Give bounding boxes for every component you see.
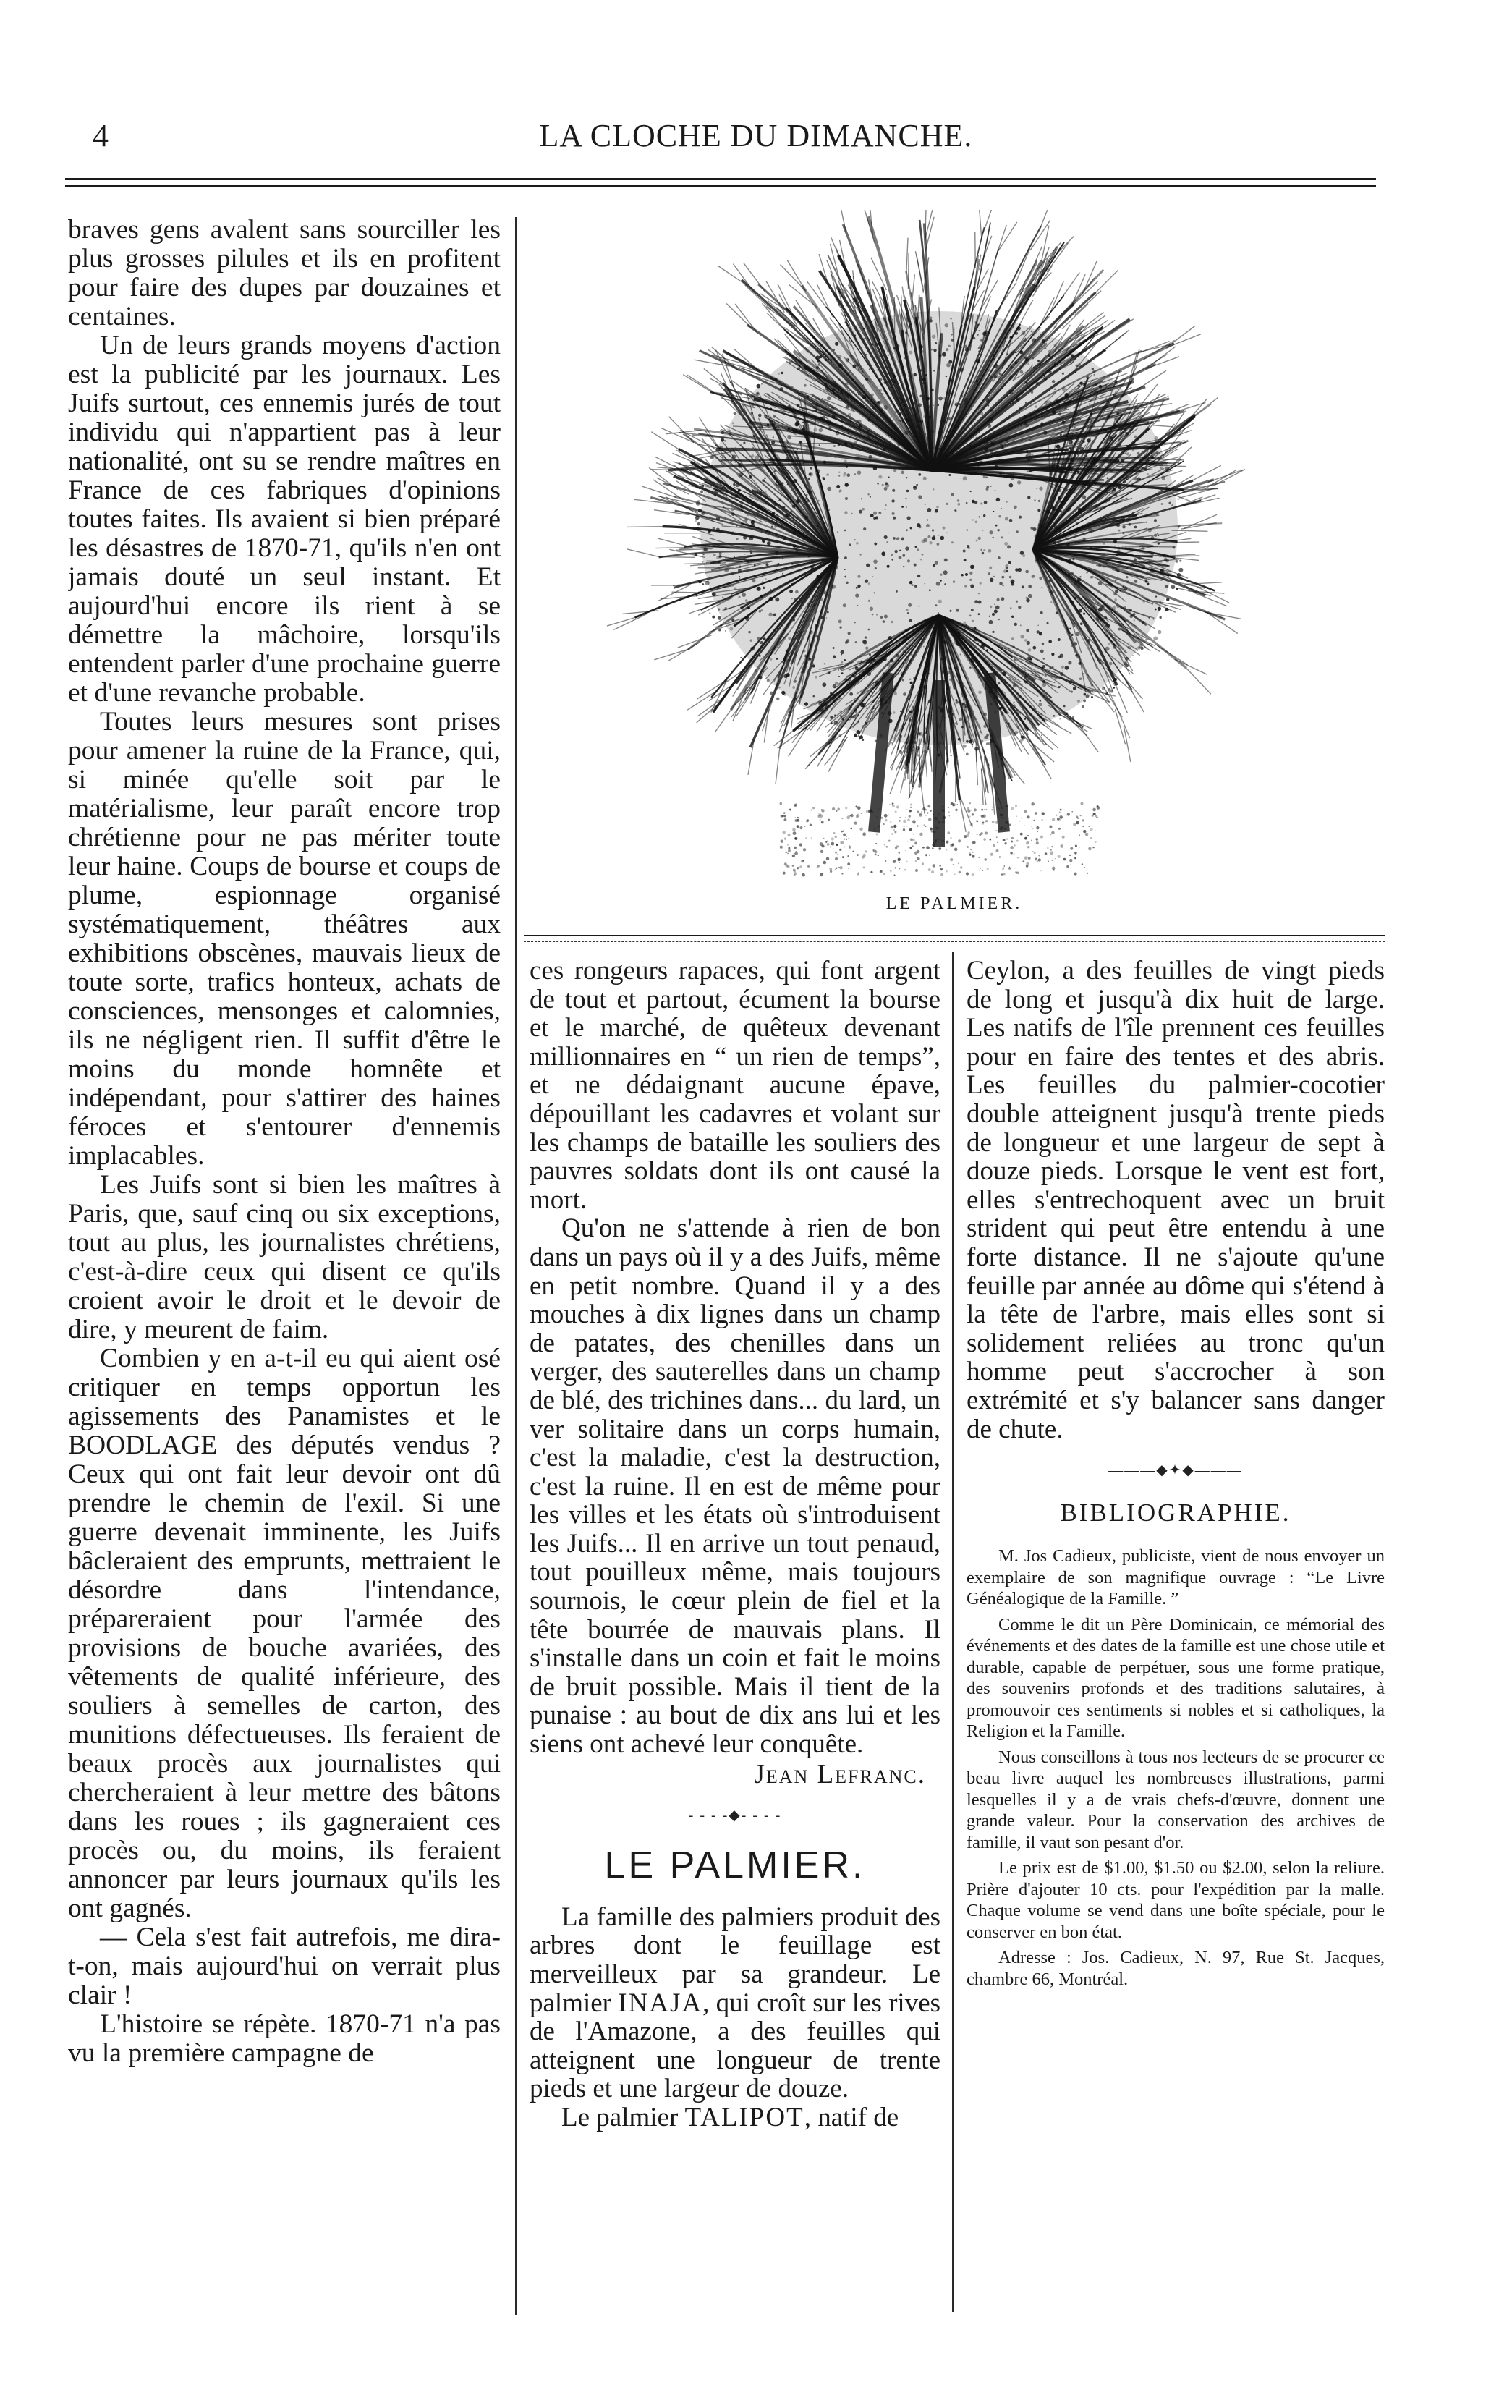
left-column xyxy=(68,216,501,2343)
biblio-paragraph-5: Adresse : Jos. Cadieux, N. 97, Rue St. Jacques, chambre 66, Montréal. xyxy=(967,1948,1385,1989)
biblio-paragraph-1: M. Jos Cadieux, publiciste, vient de nous envoyer un exemplaire de son magnifique ouvrage : “Le Livre Généalogique de la Famille. ” xyxy=(967,1546,1385,1609)
column-rule-middle xyxy=(952,952,954,2312)
left-paragraph-6: — Cela s'est fait autrefois, me dira-t-on, mais aujourd'hui on verrait plus clair ! xyxy=(68,1922,501,2010)
illustration-rule xyxy=(524,935,1385,942)
palmier-text-d: , natif de xyxy=(804,2102,899,2132)
left-paragraph-3: Toutes leurs mesures sont prises pour amener la ruine de la France, qui, si minée qu'elle soit par le matérialisme, leur paraît encore trop chrétienne pour ne pas mériter toute leur haine. Coups de bourse et coups de plume, espionnage organisé systématiquement, théâtres aux exhibitions obscènes, mauvais lieux de toute sorte, trafics honteux, achats de consciences, mensonges et calomnies, ils ne négligent rien. Il suffit d'être le moins du monde homnête et indépendant, pour s'attirer des haines féroces et s'entourer d'ennemis implacables. xyxy=(68,707,501,1171)
biblio-paragraph-3: Nous conseillons à tous nos lecteurs de se procurer ce beau livre auquel les nombreuses illustrations, parmi lesquelles il y a de vrais chefs-d'œuvre, donnent une grande valeur. Pour la conservation des archives de famille, il vaut son pesant d'or. xyxy=(967,1747,1385,1852)
middle-column xyxy=(530,957,940,2339)
left-paragraph-1: braves gens avalent sans sourciller les plus grosses pilules et ils en profitent pour faire des dupes par douzaines et centaines. xyxy=(68,216,501,331)
palmier-text-b: , qui croît sur les rives de l'Amazone, a des feuilles qui atteignent une longueur de trente pieds et une largeur de douze. xyxy=(530,1988,940,2104)
illustration-caption: LE PALMIER. xyxy=(885,894,1023,913)
right-column xyxy=(967,957,1385,2339)
left-paragraph-7: L'histoire se répète. 1870-71 n'a pas vu la première campagne de xyxy=(68,2009,501,2068)
column-rule-left xyxy=(515,217,517,2315)
middle-paragraph-2: Qu'on ne s'attende à rien de bon dans un pays où il y a des Juifs, même en petit nombre. Quand il y a des mouches à dix lignes dans un champ de patates, des chenilles dans un verger, des sauterelles dans un champ de blé, des trichines dans... du lard, un ver solitaire dans un corps humain, c'est la maladie, c'est la destruction, c'est la ruine. Il en est de même pour les villes et les états où s'introduisent les Juifs... Il en arrive un tout penaud, tout pouilleux même, mais toujours sournois, le cœur plein de fiel et la tête bourrée de mauvais plans. Il s'installe dans un coin et fait le moins de bruit possible. Mais il tient de la punaise : au bout de dix ans lui et les siens ont achevé leur conquête. xyxy=(530,1213,940,1760)
middle-paragraph-1: ces rongeurs rapaces, qui font argent de tout et partout, écument la bourse et le marché, de quêteux devenant millionnaires en “ un rien de temps”, et ne dédaignant aucune épave, dépouillant les cadavres et volant sur les champs de bataille les souliers des pauvres soldats dont ils ont causé la mort. xyxy=(530,957,940,1215)
article-signature: Jean Lefranc. xyxy=(754,1759,926,1789)
palmier-text-a: La famille des palmiers produit des arbres dont le feuillage est merveilleux par sa grandeur. Le palmier xyxy=(530,1902,940,2018)
biblio-paragraph-4: Le prix est de $1.00, $1.50 ou $2.00, selon la reliure. Prière d'ajouter 10 cts. pour l'expédition par la malle. Chaque volume se vend dans une boîte spéciale, pour le conserver en bon état. xyxy=(967,1858,1385,1942)
masthead: LA CLOCHE DU DIMANCHE. xyxy=(539,118,973,153)
left-paragraph-2: Un de leurs grands moyens d'action est la publicité par les journaux. Les Juifs surtout, ces ennemis jurés de tout individu qui n'appartient pas à leur nationalité, ont su se rendre maîtres en France de ces fabriques d'opinions toutes faites. Ils avaient si bien préparé les désastres de 1870-71, qu'ils n'en ont jamais douté un seul instant. Et aujourd'hui encore ils rient à se démettre la mâchoire, lorsqu'ils entendent parler d'une prochaine guerre et d'une revanche probable. xyxy=(68,331,501,708)
palmier-text-c: Le palmier xyxy=(561,2102,679,2132)
page-number: 4 xyxy=(93,118,109,153)
section-divider: - - - -◆- - - - xyxy=(688,1807,782,1824)
palmier-talipot: TALIPOT xyxy=(684,2102,804,2132)
palmier-paragraph-1 xyxy=(530,1903,940,2103)
left-paragraph-4: Les Juifs sont si bien les maîtres à Paris, que, sauf cinq ou six exceptions, tout au plus, les journalistes chrétiens, c'est-à-dire ceux qui disent ce qu'ils croient avoir le droit et le devoir de dire, y meurent de faim. xyxy=(68,1170,501,1344)
biblio-divider: ———◆✦◆——— xyxy=(1108,1462,1243,1479)
palm-illustration xyxy=(599,210,1279,890)
palmier-continued: Ceylon, a des feuilles de vingt pieds de long et jusqu'à dix huit de large. Les natifs de l'île prennent ces feuilles pour en faire des tentes et des abris. Les feuilles du palmier-cocotier double atteignent jusqu'à trente pieds de longueur et une largeur de sept à douze pieds. Lorsque le vent est fort, elles s'entrechoquent avec un bruit strident qui peut être entendu à une forte distance. Il ne s'ajoute qu'une feuille par année au dôme qui s'étend à la tête de l'arbre, mais elles sont si solidement reliées au tronc qu'un homme peut s'accrocher à son extrémité et s'y balancer sans danger de chute. xyxy=(967,957,1385,1444)
biblio-title: BIBLIOGRAPHIE. xyxy=(1060,1498,1291,1527)
left-paragraph-5: Combien y en a-t-il eu qui aient osé critiquer en temps opportun les agissements des Panamistes et le BOODLAGE des députés vendus ? Ceux qui ont fait leur devoir ont dû prendre le chemin de l'exil. Si une guerre devenait imminente, les Juifs bâcleraient des emprunts, mettraient le désordre dans l'intendance, prépareraient pour l'armée des provisions de bouche avariées, des vêtements de qualité inférieure, des souliers à semelles de carton, des munitions défectueuses. Ils feraient de beaux procès aux journalistes qui chercheraient à leur mettre des bâtons dans les roues ; ils gagneraient ces procès ou, du moins, ils feraient annoncer par leurs journaux qu'ils les ont gagnés. xyxy=(68,1344,501,1923)
bibliography xyxy=(967,1546,1385,1990)
palmier-inaja: INAJA xyxy=(618,1988,703,2018)
biblio-paragraph-2: Comme le dit un Père Dominicain, ce mémorial des événements et des dates de la famille est une chose utile et durable, capable de perpétuer, sous une forme pratique, des souvenirs profonds et des traditions salutaires, à promouvoir ces sentiments si nobles et si catholiques, la Religion et la Famille. xyxy=(967,1614,1385,1742)
palm-tree-icon xyxy=(599,210,1279,890)
section-title: LE PALMIER. xyxy=(604,1844,866,1886)
header-rule xyxy=(65,178,1376,187)
palmier-paragraph-2 xyxy=(530,2103,940,2132)
